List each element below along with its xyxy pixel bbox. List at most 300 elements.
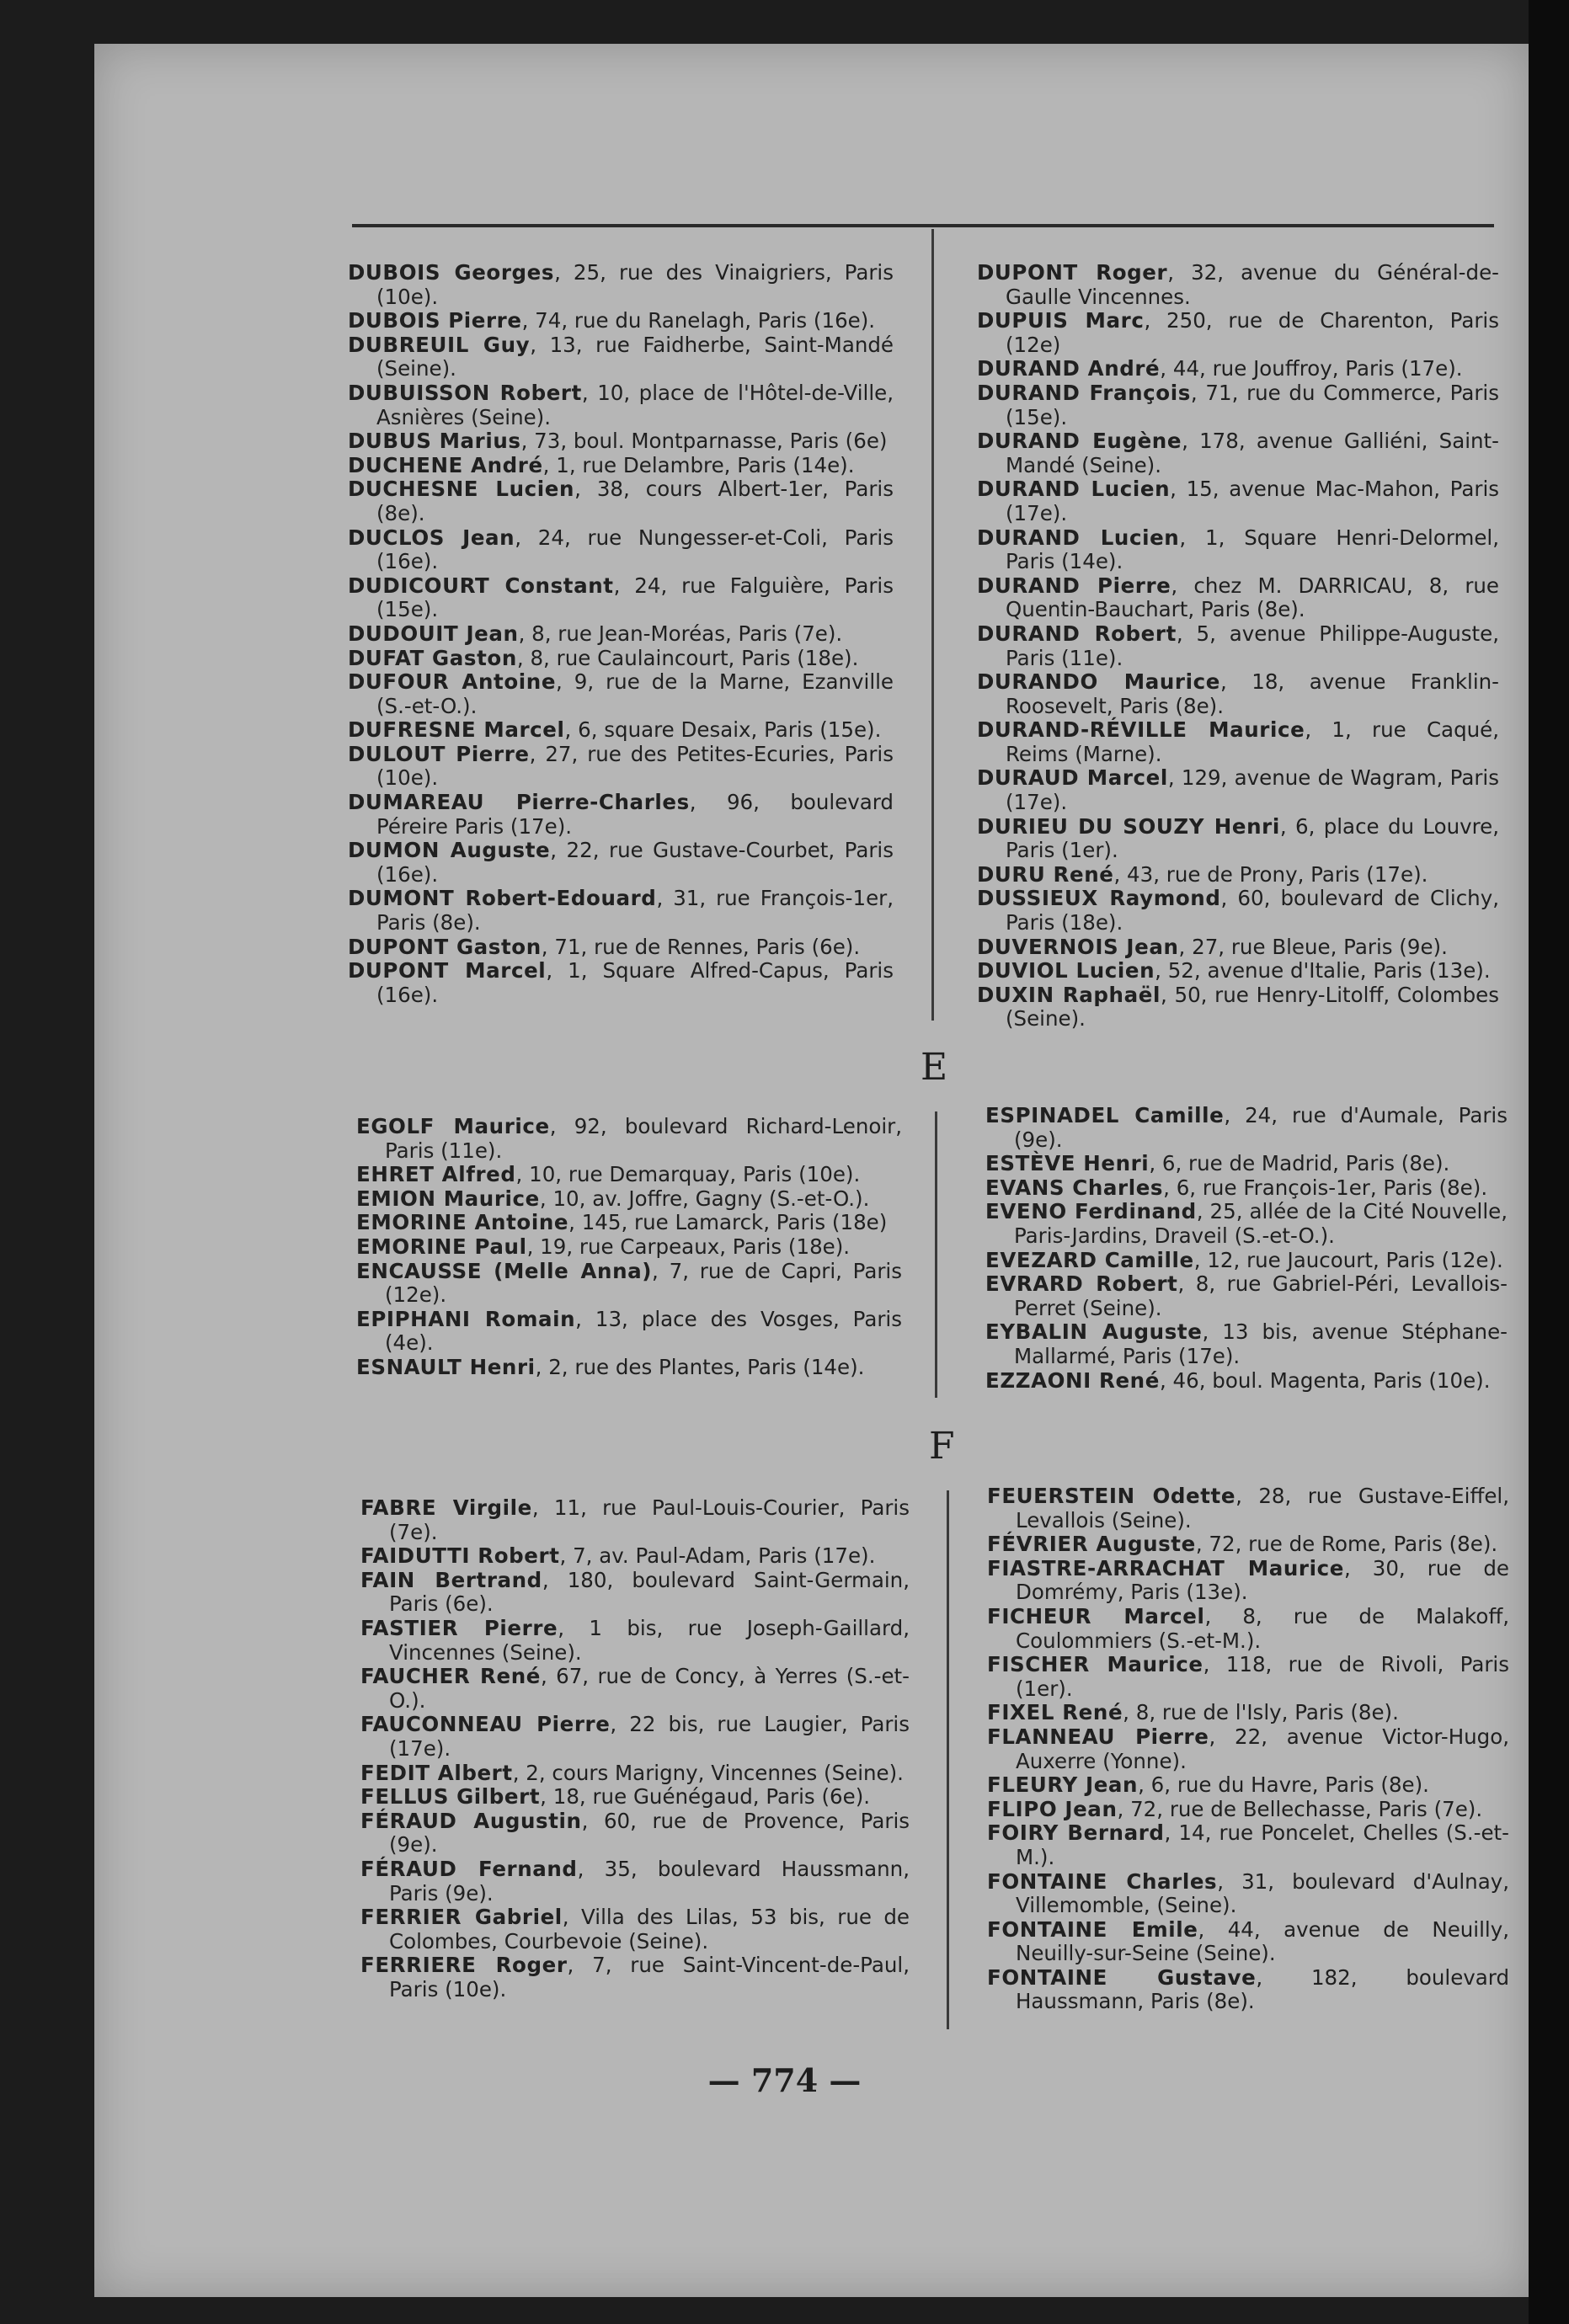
entry-separator: , [581, 1808, 604, 1833]
directory-entry [348, 381, 894, 429]
directory-entry [360, 1665, 910, 1713]
directory-entry [348, 959, 894, 1007]
entry-address: Villa des Lilas, 53 bis, rue de Colombes, Courbevoie (Seine). [389, 1905, 910, 1954]
section-e-left-column [356, 1115, 902, 1380]
entry-separator: , [575, 1306, 595, 1331]
entry-separator: , [581, 380, 598, 405]
directory-entry [348, 743, 894, 791]
entry-address: 13, rue Faidherbe, Saint-Mandé (Seine). [376, 332, 894, 381]
entry-separator: , [1163, 1175, 1177, 1200]
entry-separator: , [529, 741, 546, 766]
directory-entry [348, 647, 894, 671]
entry-separator: , [1117, 1796, 1131, 1821]
entry-name: DURAND François [977, 380, 1191, 405]
section-d-right-column [977, 261, 1499, 1031]
directory-entry [348, 477, 894, 525]
entry-address: 10, place de l'Hôtel-de-Ville, Asnières (Seine). [376, 380, 894, 429]
entry-name: DUFAT Gaston [348, 645, 517, 670]
directory-entry [348, 333, 894, 381]
directory-entry [360, 1496, 910, 1544]
directory-entry [348, 309, 894, 333]
directory-entry [360, 1810, 910, 1858]
directory-entry [985, 1152, 1508, 1176]
directory-entry [977, 935, 1499, 960]
directory-entry [360, 1617, 910, 1665]
entry-address: 11, rue Paul-Louis-Courier, Paris (7e). [389, 1495, 910, 1544]
entry-separator: , [1113, 861, 1128, 887]
entry-name: FEUERSTEIN Odette [987, 1484, 1236, 1508]
entry-address: 10, rue Demarquay, Paris (10e). [529, 1162, 861, 1187]
entry-name: DURAND Robert [977, 621, 1177, 646]
entry-address: 74, rue du Ranelagh, Paris (16e). [535, 308, 876, 333]
entry-separator: , [512, 1760, 526, 1785]
entry-name: EYBALIN Auguste [985, 1319, 1203, 1345]
entry-separator: , [1160, 982, 1175, 1007]
entry-separator: , [1149, 1151, 1162, 1176]
directory-entry [985, 1104, 1508, 1152]
entry-name: EVENO Ferdinand [985, 1199, 1197, 1224]
entry-name: FLIPO Jean [987, 1796, 1118, 1821]
directory-entry [985, 1249, 1508, 1273]
entry-name: FAIN Bertrand [360, 1567, 542, 1592]
directory-entry [977, 815, 1499, 863]
entry-separator: , [656, 886, 674, 911]
entry-separator: , [1343, 1555, 1373, 1580]
entry-separator: , [1256, 1964, 1311, 1990]
entry-address: 8, rue de l'Isly, Paris (8e). [1135, 1700, 1399, 1725]
entry-separator: , [1176, 621, 1197, 646]
entry-address: 96, boulevard Péreire Paris (17e). [376, 790, 894, 839]
entry-address: 46, boul. Magenta, Paris (10e). [1172, 1367, 1491, 1393]
entry-separator: , [562, 1905, 582, 1930]
entry-name: DUBUS Marius [348, 429, 521, 454]
entry-name: DUFRESNE Marcel [348, 717, 565, 743]
directory-entry [985, 1176, 1508, 1201]
section-f-right-column [987, 1484, 1509, 2014]
entry-separator: , [1159, 1367, 1173, 1393]
entry-separator: , [550, 838, 567, 863]
directory-entry [977, 863, 1499, 887]
entry-name: EMORINE Paul [356, 1234, 527, 1259]
entry-name: EGOLF Maurice [356, 1114, 550, 1138]
entry-name: DUDOUIT Jean [348, 621, 519, 646]
entry-separator: , [554, 260, 574, 285]
entry-address: 1, rue Caqué, Reims (Marne). [1006, 717, 1500, 766]
entry-separator: , [541, 934, 555, 959]
directory-entry [987, 1870, 1509, 1918]
directory-entry [348, 935, 894, 960]
entry-name: DUBREUIL Guy [348, 332, 531, 357]
entry-name: DUFOUR Antoine [348, 669, 557, 695]
entry-name: FAIDUTTI Robert [360, 1543, 560, 1569]
entry-name: DUDICOURT Constant [348, 573, 614, 598]
entry-address: 15, avenue Mac-Mahon, Paris (17e). [1006, 477, 1500, 525]
entry-address: 8, rue Gabriel-Péri, Levallois-Perret (Seine). [1014, 1271, 1508, 1320]
entry-name: FIASTRE-ARRACHAT Maurice [987, 1555, 1344, 1580]
entry-name: DUPONT Roger [977, 260, 1168, 285]
column-divider [947, 1490, 949, 2029]
entry-separator: , [577, 1856, 605, 1881]
entry-separator: , [1138, 1772, 1151, 1798]
entry-name: DUSSIEUX Raymond [977, 886, 1221, 911]
directory-entry [360, 1858, 910, 1906]
entry-name: DUVERNOIS Jean [977, 934, 1179, 959]
entry-separator: , [1167, 765, 1182, 791]
directory-entry [356, 1308, 902, 1356]
entry-address: 12, rue Jaucourt, Paris (12e). [1207, 1247, 1503, 1272]
directory-entry [985, 1200, 1508, 1248]
entry-name: DUXIN Raphaël [977, 982, 1161, 1007]
entry-address: 9, rue de la Marne, Ezanville (S.-et-O.). [376, 669, 894, 718]
directory-entry [987, 1653, 1509, 1701]
entry-address: 31, boulevard d'Aulnay, Villemomble, (Seine). [1016, 1868, 1510, 1918]
entry-separator: , [526, 1234, 541, 1259]
directory-entry [348, 454, 894, 478]
entry-separator: , [558, 1615, 590, 1640]
entry-address: 145, rue Lamarck, Paris (18e) [581, 1210, 888, 1235]
entry-separator: , [1164, 1820, 1179, 1846]
directory-entry [977, 381, 1499, 429]
entry-name: EHRET Alfred [356, 1162, 516, 1187]
entry-name: ENCAUSSE (Melle Anna) [356, 1258, 653, 1283]
entry-address: 22, rue Gustave-Courbet, Paris (16e). [376, 838, 894, 887]
entry-address: 8, rue de Malakoff, Coulommiers (S.-et-M.). [1016, 1603, 1510, 1653]
entry-separator: , [1235, 1484, 1259, 1508]
entry-address: 10, av. Joffre, Gagny (S.-et-O.). [552, 1186, 870, 1211]
entry-separator: , [518, 621, 532, 646]
entry-address: 1 bis, rue Joseph-Gaillard, Vincennes (Seine). [389, 1615, 910, 1665]
entry-address: 13, place des Vosges, Paris (4e). [385, 1306, 903, 1356]
entry-separator: , [556, 669, 574, 695]
entry-separator: , [1170, 477, 1187, 502]
entry-address: 5, avenue Philippe-Auguste, Paris (11e). [1006, 621, 1500, 670]
directory-entry [356, 1211, 902, 1235]
entry-address: 14, rue Poncelet, Chelles (S.-et-M.). [1016, 1820, 1509, 1869]
directory-entry [987, 1701, 1509, 1725]
entry-name: EMION Maurice [356, 1186, 540, 1211]
entry-address: 118, rue de Rivoli, Paris (1er). [1016, 1652, 1509, 1701]
entry-name: DURAND Lucien [977, 477, 1171, 502]
entry-separator: , [1193, 1247, 1208, 1272]
entry-address: 7, rue de Capri, Paris (12e). [385, 1258, 903, 1308]
entry-name: EZZAONI René [985, 1367, 1160, 1393]
entry-name: DUBUISSON Robert [348, 380, 582, 405]
entry-separator: , [1203, 1652, 1226, 1677]
entry-name: FAUCONNEAU Pierre [360, 1712, 611, 1737]
directory-entry [977, 983, 1499, 1031]
entry-address: 6, place du Louvre, Paris (1er). [1006, 813, 1500, 863]
entry-name: DUBOIS Pierre [348, 308, 522, 333]
entry-address: 92, boulevard Richard-Lenoir, Paris (11e). [385, 1114, 903, 1163]
directory-entry [987, 1557, 1509, 1605]
section-f-left-column [360, 1496, 910, 2002]
entry-separator: , [540, 1784, 553, 1810]
directory-entry [987, 1605, 1509, 1653]
entry-name: FISCHER Maurice [987, 1652, 1203, 1677]
entry-address: 250, rue de Charenton, Paris (12e) [1006, 308, 1500, 357]
entry-address: 7, rue Saint-Vincent-de-Paul, Paris (10e). [389, 1953, 910, 2002]
directory-entry [360, 1569, 910, 1617]
entry-separator: , [1196, 1199, 1210, 1224]
entry-name: DUCLOS Jean [348, 525, 515, 550]
directory-entry [348, 839, 894, 887]
entry-address: 28, rue Gustave-Eiffel, Levallois (Seine). [1016, 1484, 1509, 1532]
entry-name: DURAND Pierre [977, 573, 1171, 598]
entry-address: 73, boul. Montparnasse, Paris (6e) [534, 429, 888, 454]
directory-entry [977, 477, 1499, 525]
entry-separator: , [531, 1495, 554, 1520]
entry-name: DUPONT Marcel [348, 958, 547, 983]
entry-separator: , [521, 308, 536, 333]
entry-address: 52, avenue d'Italie, Paris (13e). [1167, 958, 1491, 983]
directory-entry [348, 791, 894, 839]
entry-address: 24, rue d'Aumale, Paris (9e). [1014, 1103, 1508, 1152]
section-letter-f: F [929, 1425, 955, 1468]
entry-separator: , [1123, 1700, 1136, 1725]
directory-entry [977, 309, 1499, 357]
directory-entry [987, 1725, 1509, 1773]
entry-name: EVANS Charles [985, 1175, 1164, 1200]
entry-separator: , [1179, 525, 1205, 550]
entry-separator: , [1160, 356, 1173, 381]
entry-name: DUCHENE André [348, 452, 543, 477]
entry-address: 18, avenue Franklin-Roosevelt, Paris (8e). [1006, 669, 1500, 718]
entry-address: 1, Square Alfred-Capus, Paris (16e). [376, 958, 894, 1007]
entry-address: 67, rue de Concy, à Yerres (S.-et-O.). [389, 1664, 910, 1713]
directory-entry [360, 1906, 910, 1954]
entry-name: EPIPHANI Romain [356, 1306, 576, 1331]
entry-separator: , [1190, 380, 1206, 405]
entry-address: 8, rue Caulaincourt, Paris (18e). [530, 645, 859, 670]
directory-entry [977, 718, 1499, 766]
entry-name: FERRIER Gabriel [360, 1905, 563, 1930]
entry-name: FLANNEAU Pierre [987, 1724, 1209, 1749]
section-letter-e: E [921, 1046, 948, 1089]
entry-address: 31, rue François-1er, Paris (8e). [376, 886, 894, 935]
entry-name: DURAND Lucien [977, 525, 1180, 550]
entry-separator: , [1198, 1916, 1228, 1942]
section-d-left-column [348, 261, 894, 1007]
entry-address: 60, rue de Provence, Paris (9e). [389, 1808, 910, 1858]
entry-separator: , [1219, 669, 1252, 695]
entry-name: DUPUIS Marc [977, 308, 1145, 333]
directory-entry [987, 1798, 1509, 1822]
entry-separator: , [610, 1712, 630, 1737]
entry-separator: , [1177, 1271, 1196, 1297]
entry-separator: , [1209, 1724, 1235, 1749]
entry-separator: , [567, 1953, 593, 1978]
entry-address: 27, rue Bleue, Paris (9e). [1192, 934, 1448, 959]
entry-address: 1, rue Delambre, Paris (14e). [556, 452, 855, 477]
entry-separator: , [530, 332, 550, 357]
entry-name: DUPONT Gaston [348, 934, 542, 959]
entry-address: 6, rue du Havre, Paris (8e). [1150, 1772, 1429, 1798]
entry-address: 178, avenue Galliéni, Saint-Mandé (Seine). [1006, 429, 1500, 477]
entry-address: 6, rue François-1er, Paris (8e). [1176, 1175, 1488, 1200]
directory-entry [987, 1484, 1509, 1532]
directory-entry [977, 670, 1499, 718]
entry-address: 60, boulevard de Clichy, Paris (18e). [1006, 886, 1499, 935]
directory-entry [977, 766, 1499, 814]
entry-address: 2, rue des Plantes, Paris (14e). [548, 1354, 865, 1379]
entry-address: 24, rue Falguière, Paris (15e). [376, 573, 894, 622]
directory-entry [360, 1954, 910, 2002]
entry-separator: , [613, 573, 635, 598]
entry-name: EVEZARD Camille [985, 1247, 1194, 1272]
entry-address: 43, rue de Prony, Paris (17e). [1127, 861, 1428, 887]
entry-address: 24, rue Nungesser-et-Coli, Paris (16e). [376, 525, 894, 574]
entry-separator: , [1144, 308, 1167, 333]
entry-address: 8, rue Jean-Moréas, Paris (7e). [531, 621, 843, 646]
directory-entry [356, 1235, 902, 1260]
entry-name: DUMAREAU Pierre-Charles [348, 790, 690, 815]
entry-address: 35, boulevard Haussmann, Paris (9e). [389, 1856, 910, 1906]
directory-entry [977, 959, 1499, 983]
entry-address: 6, rue de Madrid, Paris (8e). [1161, 1151, 1450, 1176]
entry-address: 19, rue Carpeaux, Paris (18e). [540, 1234, 851, 1259]
entry-name: DUCHESNE Lucien [348, 477, 575, 502]
entry-name: FONTAINE Emile [987, 1916, 1198, 1942]
entry-separator: , [515, 1162, 530, 1187]
entry-separator: , [539, 1186, 553, 1211]
entry-name: DURIEU DU SOUZY Henri [977, 813, 1280, 839]
entry-address: 71, rue de Rennes, Paris (6e). [554, 934, 861, 959]
directory-entry [356, 1260, 902, 1308]
directory-entry [348, 887, 894, 935]
directory-entry [348, 526, 894, 574]
directory-entry [356, 1187, 902, 1212]
entry-name: FLEURY Jean [987, 1772, 1139, 1798]
directory-entry [348, 261, 894, 309]
directory-entry [987, 1966, 1509, 2014]
entry-address: 50, rue Henry-Litolff, Colombes (Seine). [1006, 982, 1500, 1031]
entry-name: FABRE Virgile [360, 1495, 532, 1520]
entry-address: 27, rue des Petites-Ecuries, Paris (10e). [376, 741, 894, 791]
entry-separator: , [549, 1114, 574, 1138]
entry-address: 44, avenue de Neuilly, Neuilly-sur-Seine (Seine). [1016, 1916, 1509, 1966]
directory-entry [977, 526, 1499, 574]
entry-name: DUMON Auguste [348, 838, 551, 863]
entry-name: DUVIOL Lucien [977, 958, 1155, 983]
entry-separator: , [564, 717, 579, 743]
entry-name: DURU René [977, 861, 1114, 887]
entry-separator: , [542, 452, 557, 477]
entry-address: 32, avenue du Général-de-Gaulle Vincennes. [1006, 260, 1499, 309]
entry-address: 6, square Desaix, Paris (15e). [578, 717, 882, 743]
entry-address: 25, allée de la Cité Nouvelle, Paris-Jardins, Draveil (S.-et-O.). [1014, 1199, 1508, 1248]
entry-separator: , [1224, 1103, 1246, 1127]
entry-name: FÉRAUD Augustin [360, 1808, 582, 1833]
entry-separator: , [1202, 1319, 1223, 1345]
entry-address: 30, rue de Domrémy, Paris (13e). [1016, 1555, 1509, 1605]
entry-name: FICHEUR Marcel [987, 1603, 1205, 1628]
directory-entry [348, 429, 894, 454]
directory-entry [348, 622, 894, 647]
entry-name: FONTAINE Gustave [987, 1964, 1257, 1990]
directory-entry [987, 1918, 1509, 1966]
directory-entry [977, 622, 1499, 670]
entry-name: FÉRAUD Fernand [360, 1856, 578, 1881]
entry-address: 182, boulevard Haussmann, Paris (8e). [1016, 1964, 1510, 2014]
entry-separator: , [542, 1567, 568, 1592]
entry-separator: , [540, 1664, 557, 1689]
entry-address: 71, rue du Commerce, Paris (15e). [1006, 380, 1500, 429]
entry-name: DURAND-RÉVILLE Maurice [977, 717, 1305, 743]
page-number: — 774 — [707, 2061, 862, 2099]
entry-name: DURAND Eugène [977, 429, 1182, 454]
entry-separator: , [559, 1543, 574, 1569]
entry-address: 2, cours Marigny, Vincennes (Seine). [526, 1760, 904, 1785]
entry-address: 38, cours Albert-1er, Paris (8e). [376, 477, 894, 525]
entry-name: FEDIT Albert [360, 1760, 513, 1785]
entry-address: 180, boulevard Saint-Germain, Paris (6e). [389, 1567, 910, 1617]
entry-separator: , [515, 525, 538, 550]
entry-address: 22 bis, rue Laugier, Paris (17e). [389, 1712, 910, 1761]
directory-entry [977, 261, 1499, 309]
entry-name: FIXEL René [987, 1700, 1123, 1725]
entry-address: 7, av. Paul-Adam, Paris (17e). [573, 1543, 876, 1569]
entry-name: DULOUT Pierre [348, 741, 530, 766]
entry-separator: , [1217, 1868, 1242, 1894]
entry-separator: , [568, 1210, 582, 1235]
entry-name: DURANDO Maurice [977, 669, 1220, 695]
entry-name: FOIRY Bernard [987, 1820, 1165, 1846]
entry-name: EMORINE Antoine [356, 1210, 569, 1235]
directory-entry [356, 1163, 902, 1187]
entry-separator: , [689, 790, 727, 815]
entry-name: FONTAINE Charles [987, 1868, 1218, 1894]
entry-separator: , [516, 645, 531, 670]
entry-name: FÉVRIER Auguste [987, 1532, 1196, 1557]
directory-entry [360, 1762, 910, 1786]
entry-address: 25, rue des Vinaigriers, Paris (10e). [376, 260, 894, 309]
directory-entry [977, 574, 1499, 622]
directory-entry [987, 1532, 1509, 1557]
directory-entry [348, 574, 894, 622]
entry-name: EVRARD Robert [985, 1271, 1178, 1297]
entry-name: FERRIERE Roger [360, 1953, 568, 1978]
entry-separator: , [1305, 717, 1332, 743]
entry-separator: , [535, 1354, 549, 1379]
entry-separator: , [1204, 1603, 1243, 1628]
directory-entry [987, 1821, 1509, 1869]
entry-separator: , [1279, 813, 1295, 839]
entry-address: 18, rue Guénégaud, Paris (6e). [552, 1784, 871, 1810]
entry-name: ESPINADEL Camille [985, 1103, 1225, 1127]
section-e-right-column [985, 1104, 1508, 1393]
entry-address: 44, rue Jouffroy, Paris (17e). [1172, 356, 1463, 381]
entry-separator: , [1167, 260, 1192, 285]
entry-name: FASTIER Pierre [360, 1615, 558, 1640]
entry-separator: , [546, 958, 568, 983]
directory-entry [348, 670, 894, 718]
header-rule [352, 224, 1494, 227]
entry-separator: , [1155, 958, 1168, 983]
directory-entry [356, 1356, 902, 1380]
entry-address: 1, Square Henri-Delormel, Paris (14e). [1006, 525, 1500, 574]
entry-name: ESNAULT Henri [356, 1354, 536, 1379]
entry-name: FELLUS Gilbert [360, 1784, 541, 1810]
directory-entry [977, 887, 1499, 935]
entry-name: DUBOIS Georges [348, 260, 555, 285]
directory-entry [977, 429, 1499, 477]
entry-name: ESTÈVE Henri [985, 1151, 1150, 1176]
entry-name: FAUCHER René [360, 1664, 541, 1689]
entry-separator: , [652, 1258, 670, 1283]
entry-separator: , [520, 429, 535, 454]
entry-address: 72, rue de Bellechasse, Paris (7e). [1130, 1796, 1483, 1821]
entry-address: 22, avenue Victor-Hugo, Auxerre (Yonne). [1016, 1724, 1509, 1773]
